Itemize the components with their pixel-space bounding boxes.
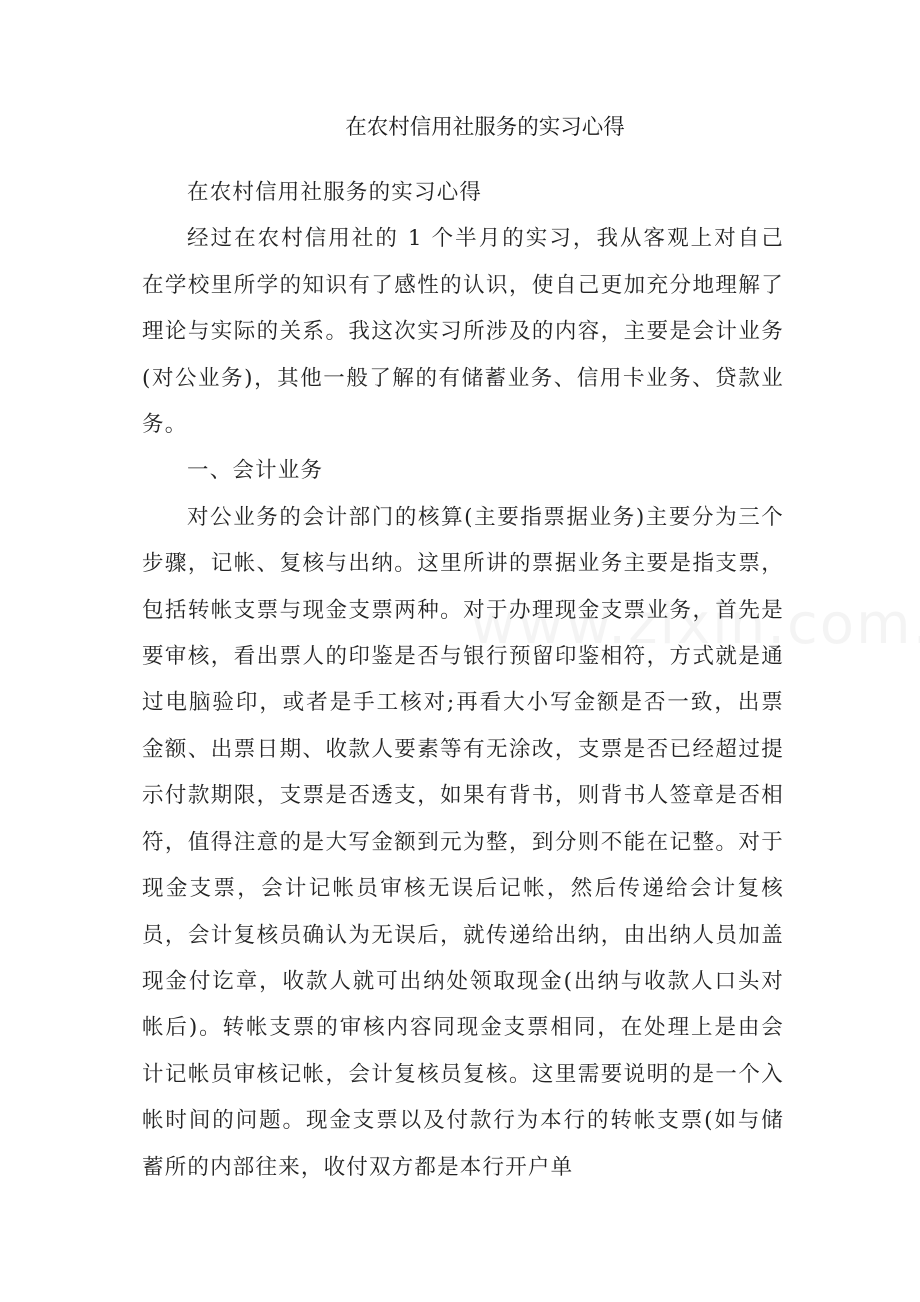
document-body [142,170,784,1191]
paragraph-intro: 经过在农村信用社的 1 个半月的实习，我从客观上对自己在学校里所学的知识有了感性的认识，使自己更加充分地理解了理论与实际的关系。我这次实习所涉及的内容，主要是会计业务(对公业务)，其他一般了解的有储蓄业务、信用卡业务、贷款业务。 [142,226,784,438]
document-title: 在农村信用社服务的实习心得 [345,115,625,140]
paragraph-subtitle: 在农村信用社服务的实习心得 [187,180,483,205]
paragraph-accounting-details: 对公业务的会计部门的核算(主要指票据业务)主要分为三个步骤，记帐、复核与出纳。这里所讲的票据业务主要是指支票，包括转帐支票与现金支票两种。对于办理现金支票业务，首先是要审核，看出票人的印鉴是否与银行预留印鉴相符，方式就是通过电脑验印，或者是手工核对;再看大小写金额是否一致，出票金额、出票日期、收款人要素等有无涂改，支票是否已经超过提示付款期限，支票是否透支，如果有背书，则背书人签章是否相符，值得注意的是大写金额到元为整，到分则不能在记整。对于现金支票，会计记帐员审核无误后记帐，然后传递给会计复核员，会计复核员确认为无误后，就传递给出纳，由出纳人员加盖现金付讫章，收款人就可出纳处领取现金(出纳与收款人口头对帐后)。转帐支票的审核内容同现金支票相同，在处理上是由会计记帐员审核记帐，会计复核员复核。这里需要说明的是一个入帐时间的问题。现金支票以及付款行为本行的转帐支票(如与储蓄所的内部往来，收付双方都是本行开户单 [142,504,784,1180]
section-heading-accounting: 一、会计业务 [187,458,324,484]
